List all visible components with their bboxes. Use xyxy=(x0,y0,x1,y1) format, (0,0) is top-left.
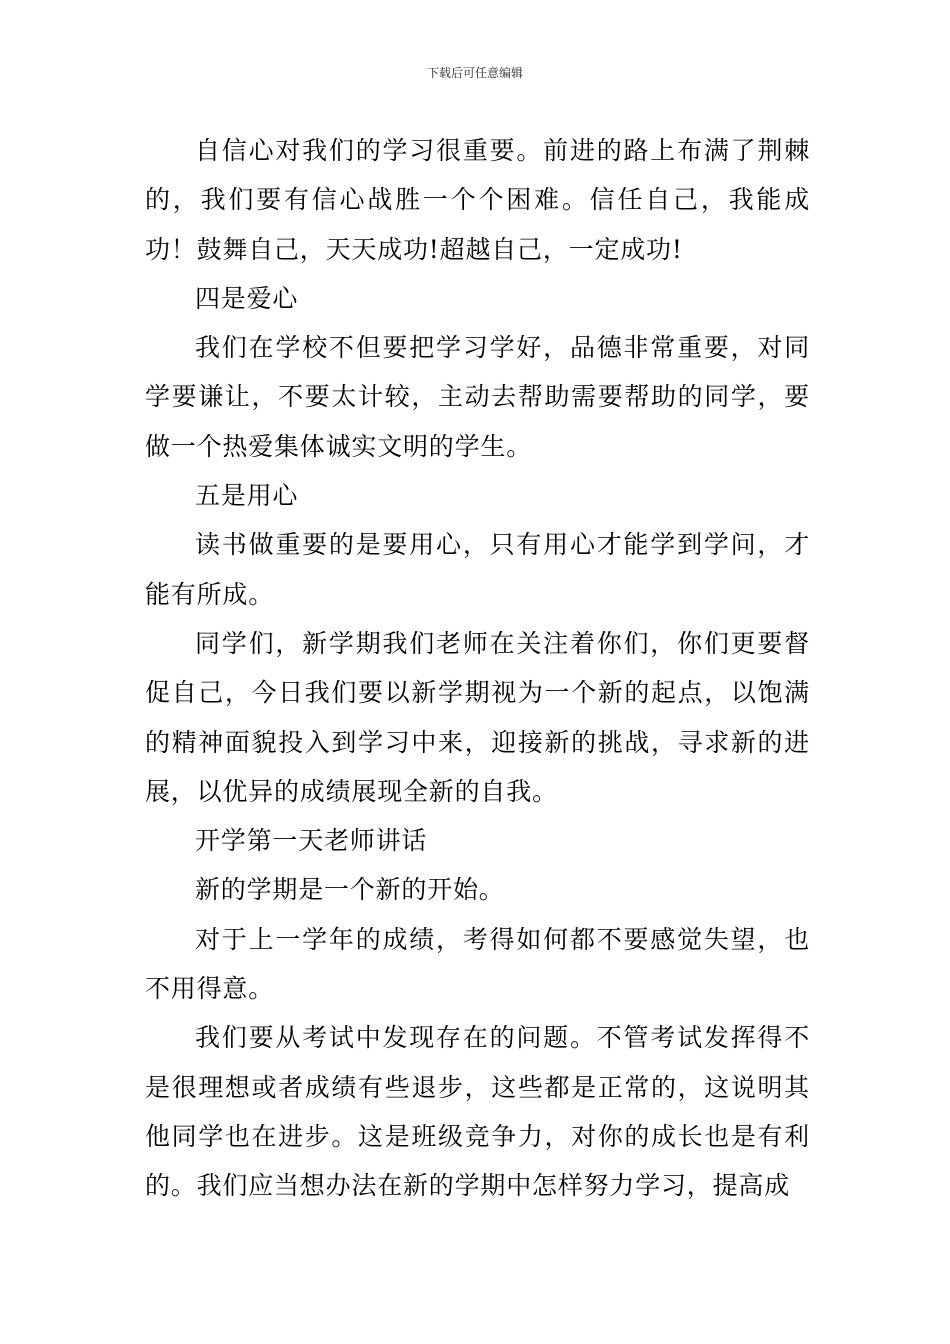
paragraph-confidence: 自信心对我们的学习很重要。前进的路上布满了荆棘的，我们要有信心战胜一个个困难。信任自己，我能成功！鼓舞自己，天天成功!超越自己，一定成功! xyxy=(145,136,810,264)
heading-love: 四是爱心 xyxy=(195,283,299,313)
paragraph-find-problems: 我们要从考试中发现存在的问题。不管考试发挥得不是很理想或者成绩有些退步，这些都是正常的，这说明其他同学也在进步。这是班级竞争力，对你的成长也是有利的。我们应当想办法在新的学期中怎样努力学习，提高成 xyxy=(145,1023,810,1201)
document-body xyxy=(145,126,810,1211)
page-header-note: 下载后可任意编辑 xyxy=(426,66,523,80)
paragraph-love: 我们在学校不但要把学习学好，品德非常重要，对同学要谦让，不要太计较，主动去帮助需要帮助的同学，要做一个热爱集体诚实文明的学生。 xyxy=(145,333,810,461)
paragraph-attention: 读书做重要的是要用心，只有用心才能学到学问，才能有所成。 xyxy=(145,530,810,609)
paragraph-last-year: 对于上一学年的成绩，考得如何都不要感觉失望，也不用得意。 xyxy=(145,924,810,1004)
heading-attention: 五是用心 xyxy=(195,481,299,511)
heading-teacher-speech: 开学第一天老师讲话 xyxy=(195,826,428,856)
paragraph-new-semester: 同学们，新学期我们老师在关注着你们，你们更要督促自己，今日我们要以新学期视为一个新的起点，以饱满的精神面貌投入到学习中来，迎接新的挑战，寻求新的进展，以优异的成绩展现全新的自我。 xyxy=(145,628,810,806)
paragraph-new-start: 新的学期是一个新的开始。 xyxy=(195,875,505,905)
